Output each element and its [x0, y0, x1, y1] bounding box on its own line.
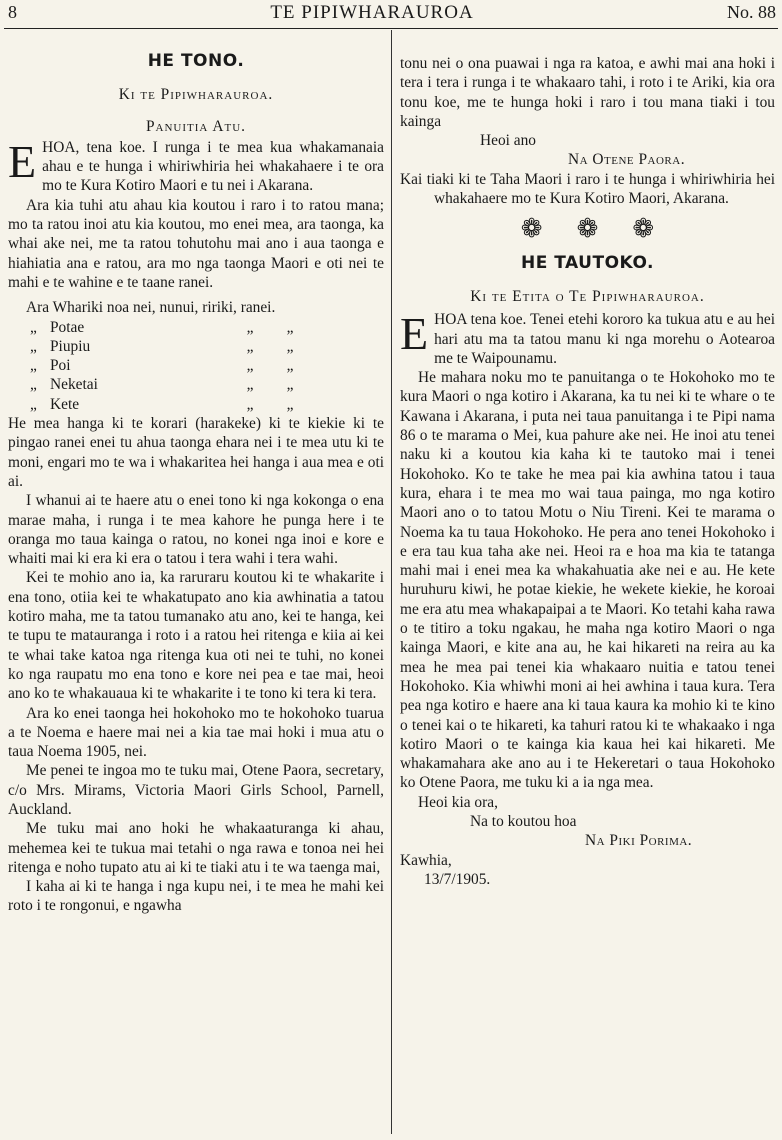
paragraph: He mea hanga ki te korari (harakeke) ki te kiekie ki te pingao ranei enei tu ahua taonga ehara nei i te mea utu ki te moni, engari mo te wa i whakaritea hei hanga i aua mea e oti ai.: [8, 415, 384, 490]
signature: Na Piki Porima.: [585, 832, 693, 850]
paragraph: tonu nei o ona puawai i nga ra katoa, e awhi mai ana hoki i tera i tera i runga i te whakaaro tahi, i roto i te Ariki, kia ora tonu koe, me te hunga hoki i raro i tou mana tiaki i tou kainga: [400, 55, 775, 130]
ornament-icon: ❁: [632, 214, 655, 245]
place: Kawhia,: [400, 851, 452, 869]
paragraph: I kaha ai ki te hanga i nga kupu nei, i te mea he mahi kei roto i te rongonui, e ngawha: [8, 878, 384, 915]
page-header: [8, 2, 776, 26]
column-divider: [391, 30, 392, 1134]
article-subheading: Ki te Etita o Te Pipiwharauroa.: [470, 287, 705, 305]
list-item: „ Piupiu „ „: [30, 337, 294, 355]
paragraph: Me tuku mai ano hoki he whakaaturanga ki ahau, mehemea kei te tukua mai tetahi o nga rawa e tonoa nei hei ritenga e noho tupato atu ai ki te tiaki atu i te wa taenga mai,: [8, 820, 384, 876]
masthead-title: TE PIPIWHARAUROA: [270, 2, 474, 23]
header-rule: [4, 28, 778, 29]
ornament-divider: [400, 214, 775, 245]
issue-number: No. 88: [726, 2, 776, 22]
drop-cap: E: [400, 308, 429, 360]
closing: Heoi kia ora,: [418, 793, 498, 811]
paragraph: Ara ko enei taonga hei hokohoko mo te hokohoko tuarua a te Noema e haere mai nei a kia tae mai hoki i mua atu o taua Noema 1905, nei.: [8, 704, 384, 761]
ornament-icon: ❁: [576, 214, 599, 245]
right-column: [400, 54, 775, 889]
paragraph: He mahara noku mo te panuitanga o te Hokohoko mo te kura Maori o nga kotiro i Akarana, ka tu nei ki te whare o te Kawana i Akarana, i puta nei taua panuitanga i te Pipi nama 86 o te marama o Mei, kua pahure ake nei. He inoi atu tenei naku ki a koutou kia kaha ki te tautoko mai i tenei Hokohoko. Ko te take he mea pai kia awhina tatou i taua kura, ehara i te mea mo wai taua painga, mo nga kotiro Maori ano o to tatou Motu o Niu Tireni. Kei te marama o Noema ka tu taua Hokohoko. He pera ano tenei Hokohoko i e era tau kua taha ake nei. Heoi ra e hoa ma kia te tatanga mahi mai i enei mea ka whakahuatia ake nei e au. He kete huruhuru kiwi, he potae kiekie, he wekete kiekie, he koroai me era atu mea whakapaipai a te Maori. Ko tetahi kaha rawa o te titiro a toku ngakau, he maha nga kotiro Maori o nga kainga Maori, e kite ana au, he kai hikareti na reira au ka mea he mea pai tenei kia whakaaro nuitia e tatou tenei Hokohoko. Kia whiwhi moni ai hei awhina i taua kura. Tera pea nga kotiro e haere ana ki taua kaura ka mohio ki te kino o tenei kai o te hikareti, ka tahuri ratou ki te whakaako i nga kotiro Maori o te kainga kia kaua hei kai hikareti. Me whakamahara ake ano au i te Hekeretari o taua Hokohoko ko Otene Paora, me tuku ki a ia nga mea.: [400, 369, 775, 792]
signature-title: Kai tiaki ki te Taha Maori i raro i te hunga i whiriwhiria hei whakahaere mo te Kura Kotiro Maori, Akarana.: [400, 170, 775, 208]
item-list: [30, 318, 384, 414]
paragraph: I whanui ai te haere atu o enei tono ki nga kokonga o ena marae maha, i runga i te mea kahore he punga here i te oranga mo taua kainga o ratou, no konei nga inoi e kore e whaiti mai ki era ki era o tatou i tera wahi i tera wahi.: [8, 492, 384, 568]
list-item: „ Poi „ „: [30, 357, 294, 375]
paragraph: Me penei te ingoa mo te tuku mai, Otene Paora, secretary, c/o Mrs. Mirams, Victoria Maori Girls School, Parnell, Auckland.: [8, 762, 384, 818]
date: 13/7/1905.: [424, 870, 491, 888]
page-number: 8: [8, 2, 17, 22]
closing: Heoi ano: [480, 132, 536, 150]
list-item: „ Kete „ „: [30, 395, 294, 413]
paragraph: EHOA tena koe. Tenei etehi kororo ka tukua atu e au hei hari atu ma ta tatou manu ki nga morehu o Aotearoa me te Waipounamu.: [400, 308, 775, 367]
paragraph: Kei te mohio ano ia, ka raruraru koutou ki te whakarite i ena tono, otiia kei te whakatupato ano kia awhinatia a tatou kotiro maha, me ta tatou tumanako atu ano, kei te hanga, kei te tupu te matauranga i roto i a ratou hei ritenga e kiia ai kei te whai take katoa nga ritenga kua oti nei te tuhi, no konei ko nga raupatu mo ena tono e kore nei pea e tae mai, heoi ano ko te whakauaua ki te whakarite i te tono ki tera ki tera.: [8, 569, 384, 703]
left-column: [8, 32, 384, 916]
signature: Na Otene Paora.: [568, 151, 686, 169]
closing-2: Na to koutou hoa: [470, 812, 577, 830]
article-heading: HE TONO.: [147, 51, 245, 71]
list-item: „ Neketai „ „: [30, 376, 294, 394]
list-intro: Ara Whariki noa nei, nunui, ririki, ranei.: [26, 299, 276, 317]
paragraph: EHOA, tena koe. I runga i te mea kua whakamanaia ahau e te hunga i whiriwhiria hei whakahaere i te ora mo te Kura Kotiro Maori e tu nei i Akarana.: [8, 135, 384, 195]
ornament-icon: ❁: [520, 214, 543, 245]
article-heading: HE TAUTOKO.: [521, 252, 654, 273]
article-subheading: Ki te Pipiwharauroa.: [118, 86, 274, 104]
paragraph: Ara kia tuhi atu ahau kia koutou i raro i to ratou mana; mo ta ratou inoi atu kia koutou, mo enei mea, ara taonga, ka whai ake nei, me ta ratou tohutohu mai ano i aua taonga e hiahiatia ana e ratou, ara mo nga taonga Maori e oti nei te mahi e te wahine e te taane ranei.: [8, 196, 384, 291]
article-subheading-2: Panuitia Atu.: [145, 117, 246, 135]
list-item: „ Potae „ „: [30, 318, 294, 336]
drop-cap: E: [8, 135, 37, 187]
